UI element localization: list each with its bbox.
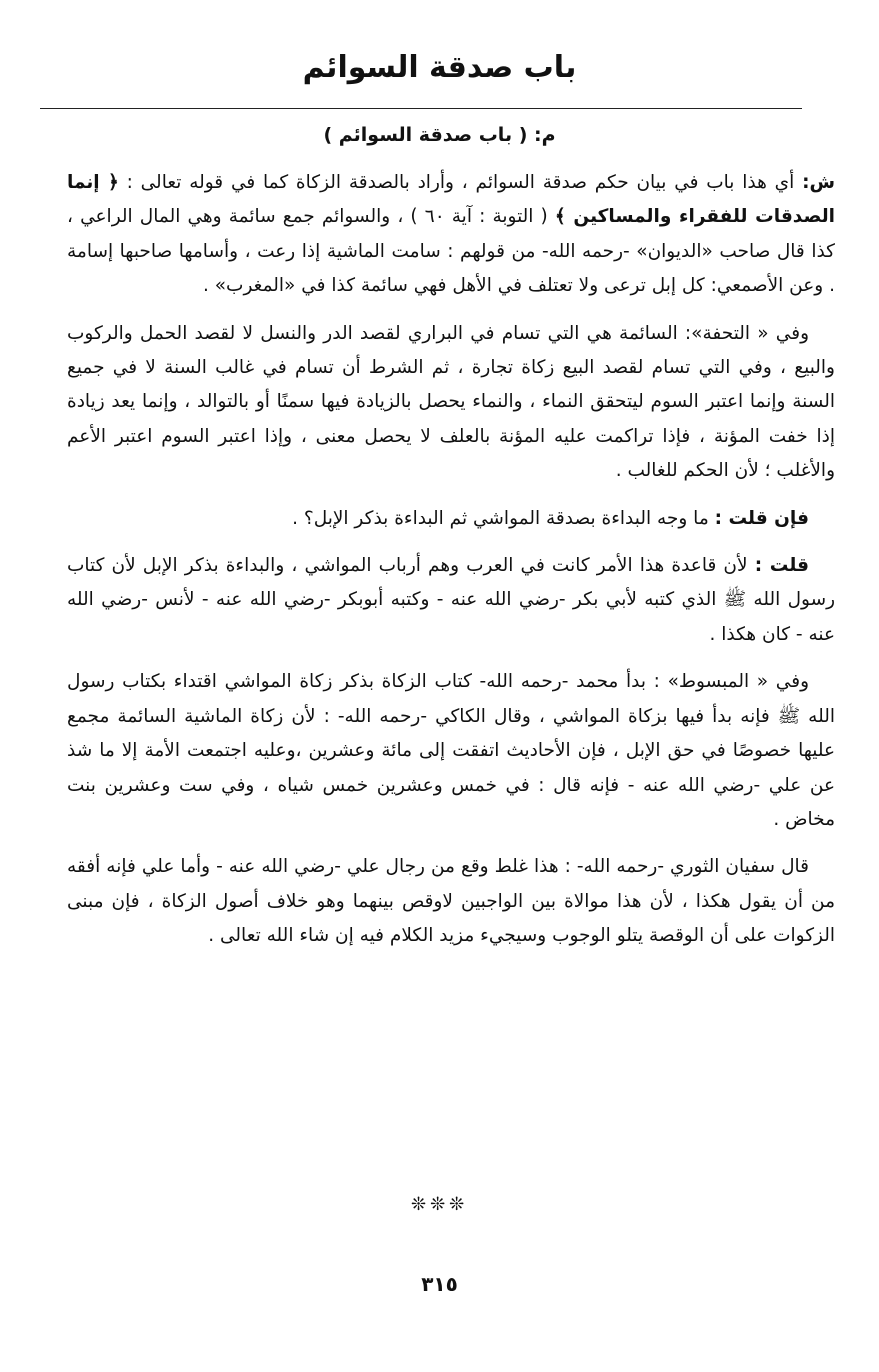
paragraph-thawri xyxy=(67,850,835,953)
section-heading: م: ( باب صدقة السوائم ) xyxy=(323,124,556,146)
paragraph-text: وفي « التحفة»: السائمة هي التي تسام في البراري لقصد الدر والنسل لا لقصد الحمل والركوب والبيع ، وفي التي تسام لقصد البيع زكاة تجارة ، ثم الشرط أن تسام في غالب السنة لا في جميع السنة وإنما اعتبر السوم ليتحقق النماء ، والنماء يحصل بالزيادة فيها سمنًا أو بالتوالد ، وإنما يعد زيادة إذا خفت المؤنة ، فإذا تراكمت عليه المؤنة بالعلف لا يحصل معنى ، وإذا اعتبر السوم اعتبر الأعم والأغلب ؛ لأن الحكم للغالب . xyxy=(67,322,835,482)
header-rule xyxy=(40,108,802,109)
paragraph-lead: ش: xyxy=(802,172,835,193)
paragraph-lead: فإن قلت : xyxy=(714,507,809,529)
paragraph-text: وفي « المبسوط» : بدأ محمد -رحمه الله- كتاب الزكاة بذكر زكاة المواشي اقتداء بكتاب رسول الله ﷺ فإنه بدأ فيها بزكاة المواشي ، وقال الكاكي -رحمه الله- : لأن زكاة الماشية السائمة مجمع عليها خصوصًا في حق الإبل ، فإن الأحاديث اتفقت إلى مائة وعشرين ،وعليه اجتمعت الأمة إلا ما شذ عن علي -رضي الله عنه - فإنه قال : في خمس وعشرين خمس شياه ، وفي ست وعشرين بنت مخاض . xyxy=(67,671,835,830)
paragraph-tuhfa xyxy=(67,317,835,489)
paragraph-sharh xyxy=(67,166,835,304)
paragraph-text: أي هذا باب في بيان حكم صدقة السوائم ، وأراد بالصدقة الزكاة كما في قوله تعالى : xyxy=(118,172,803,193)
paragraph-mabsut xyxy=(67,665,835,837)
section-separator: ❊❊❊ xyxy=(410,1194,469,1215)
paragraph-text: قال سفيان الثوري -رحمه الله- : هذا غلط وقع من رجال علي -رضي الله عنه - وأما علي فإنه أفقه من أن يقول هكذا ، لأن هذا موالاة بين الواجبين لاوقص بينهما وهو خلاف أصول الزكاة ، فإن مبنى الزكوات على أن الوقصة يتلو الوجوب وسيجيء مزيد الكلام فيه إن شاء الله تعالى . xyxy=(67,856,835,947)
paragraph-text-continued: ( التوبة : آية ٦٠ ) ، والسوائم جمع سائمة وهي المال الراعي ، كذا قال صاحب «الديوان» -رحمه الله- من قولهم : سامت الماشية إذا رعت ، وأسامها صاحبها إسامة . وعن الأصمعي: كل إبل ترعى ولا تعتلف في الأهل فهي سائمة كذا في «المغرب» . xyxy=(67,206,835,297)
quran-verse: ﴿ إنما الصدقات للفقراء والمساكين ﴾ xyxy=(67,172,836,228)
page-number: ٣١٥ xyxy=(421,1272,458,1296)
paragraph-text: ما وجه البداءة بصدقة المواشي ثم البداءة بذكر الإبل؟ . xyxy=(292,507,715,529)
paragraph-lead: قلت : xyxy=(754,555,809,577)
paragraph-text: لأن قاعدة هذا الأمر كانت في العرب وهم أرباب المواشي ، والبداءة بذكر الإبل لأن كتاب رسول الله ﷺ الذي كتبه لأبي بكر -رضي الله عنه - وكتبه أبوبكر -رضي الله عنه - لأنس -رضي الله عنه - كان هكذا . xyxy=(67,555,835,645)
main-text xyxy=(67,166,835,967)
chapter-title: باب صدقة السوائم xyxy=(302,50,577,85)
paragraph-question xyxy=(67,502,835,536)
paragraph-answer xyxy=(67,549,835,652)
